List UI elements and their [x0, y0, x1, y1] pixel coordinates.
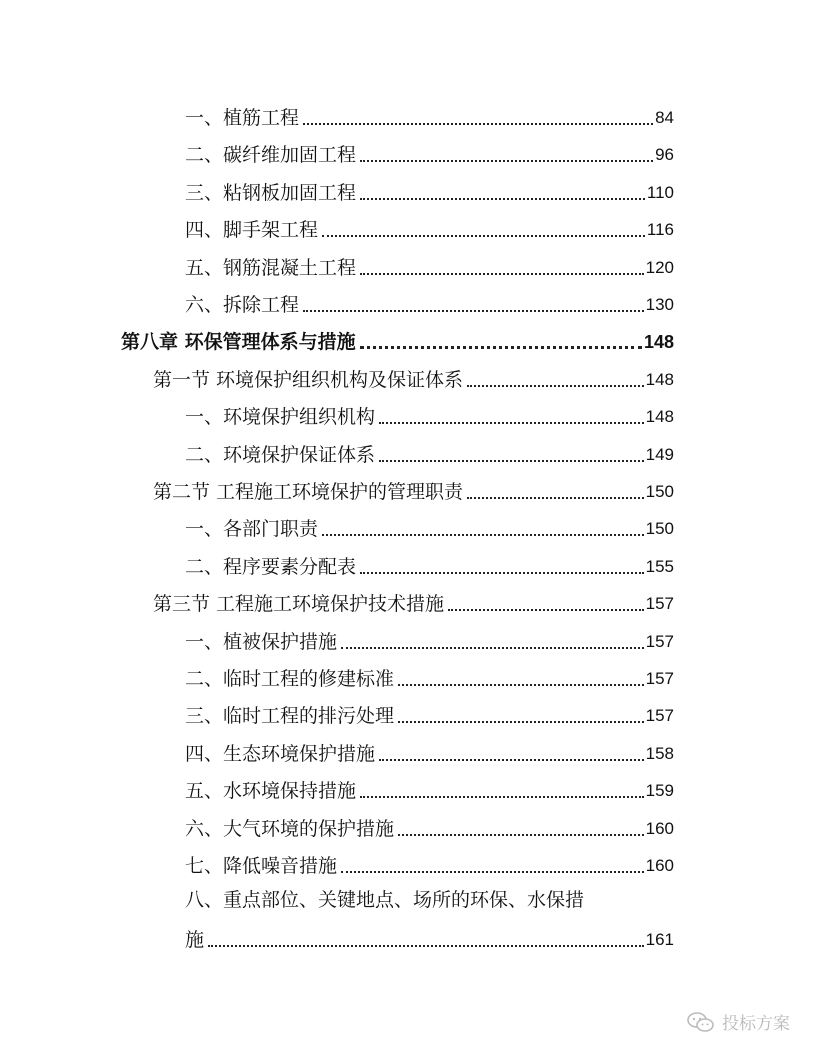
toc-entry-title: 二、环境保护保证体系 — [185, 443, 376, 466]
toc-entry[interactable] — [185, 437, 674, 467]
toc-entry[interactable] — [185, 624, 674, 654]
toc-entry-page: 116 — [646, 220, 674, 240]
toc-entry[interactable] — [185, 137, 674, 167]
toc-entry-page: 120 — [645, 257, 674, 277]
toc-entry[interactable] — [185, 773, 674, 803]
toc-entry-page: 157 — [645, 594, 674, 614]
toc-entry-title: 一、环境保护组织机构 — [185, 406, 376, 429]
toc-entry-title: 五、水环境保持措施 — [185, 780, 357, 803]
toc-entry-title: 第二节 工程施工环境保护的管理职责 — [153, 481, 464, 503]
toc-entry-title: 二、临时工程的修建标准 — [185, 668, 395, 690]
toc-leader-dots — [398, 684, 644, 686]
toc-entry-page: 157 — [645, 669, 674, 688]
toc-entry[interactable] — [185, 811, 674, 841]
toc-leader-dots — [208, 945, 644, 947]
toc-leader-dots — [322, 534, 644, 536]
toc-entry-title: 二、碳纤维加固工程 — [185, 144, 357, 167]
toc-leader-dots — [341, 647, 644, 649]
toc-entry[interactable] — [153, 586, 674, 616]
toc-entry[interactable] — [185, 100, 674, 130]
toc-entry[interactable] — [153, 362, 674, 392]
toc-entry-page: 160 — [645, 818, 674, 838]
toc-entry[interactable] — [185, 661, 674, 691]
toc-leader-dots — [448, 609, 644, 611]
toc-entry-page: 96 — [655, 145, 674, 165]
toc-entry[interactable] — [185, 212, 674, 242]
toc-entry-title: 五、钢筋混凝土工程 — [185, 256, 357, 279]
toc-entry[interactable] — [185, 549, 674, 579]
toc-entry[interactable] — [121, 324, 674, 354]
toc-entry-title: 七、降低噪音措施 — [185, 855, 338, 877]
toc-leader-dots — [341, 871, 644, 873]
toc-entry[interactable] — [153, 474, 674, 504]
toc-entry[interactable] — [185, 698, 674, 728]
toc-entry-title: 施 — [185, 929, 205, 951]
toc-entry-page: 159 — [645, 781, 674, 801]
toc-leader-dots — [303, 123, 653, 125]
toc-leader-dots — [467, 385, 644, 387]
toc-entry-page: 148 — [643, 332, 674, 353]
toc-entry[interactable] — [185, 511, 674, 541]
toc-entry-title: 六、拆除工程 — [185, 294, 300, 316]
toc-entry[interactable] — [185, 399, 674, 429]
toc-entry-page: 110 — [646, 182, 674, 202]
toc-entry-title: 三、粘钢板加固工程 — [185, 181, 357, 204]
toc-leader-dots — [360, 273, 644, 275]
watermark — [686, 1009, 790, 1034]
toc-leader-dots — [360, 346, 642, 349]
toc-entry-page: 160 — [645, 856, 674, 875]
wechat-icon — [686, 1011, 716, 1033]
toc-leader-dots — [379, 422, 644, 424]
toc-entry[interactable] — [185, 250, 674, 280]
toc-entry-page: 149 — [645, 444, 674, 464]
toc-entry-title: 四、脚手架工程 — [185, 219, 319, 242]
toc-entry-title: 二、程序要素分配表 — [185, 555, 357, 578]
toc-entry[interactable] — [185, 175, 674, 205]
toc-entry-title: 一、植筋工程 — [185, 107, 300, 129]
toc-leader-dots — [398, 721, 644, 723]
toc-entry-title: 一、各部门职责 — [185, 518, 319, 541]
toc-entry-title-line1: 八、重点部位、关键地点、场所的环保、水保措 — [185, 889, 585, 911]
toc-entry-page: 150 — [645, 482, 674, 501]
toc-leader-dots — [360, 198, 645, 200]
toc-leader-dots — [379, 759, 644, 761]
toc-entry-page: 150 — [645, 519, 674, 539]
toc-entry-page: 130 — [645, 295, 674, 314]
toc-entry-page: 157 — [645, 631, 674, 651]
toc-entry-title: 第八章 环保管理体系与措施 — [121, 331, 356, 354]
toc-entry[interactable] — [185, 736, 674, 766]
toc-entry-title: 第一节 环境保护组织机构及保证体系 — [153, 368, 464, 391]
toc-leader-dots — [303, 310, 644, 312]
toc-entry-title: 一、植被保护措施 — [185, 630, 338, 653]
toc-entry-title: 六、大气环境的保护措施 — [185, 817, 395, 840]
toc-entry[interactable] — [185, 922, 674, 952]
toc-entry-title: 第三节 工程施工环境保护技术措施 — [153, 593, 445, 616]
toc-entry[interactable] — [185, 848, 674, 878]
toc-entry-page: 158 — [645, 743, 674, 763]
toc-entry-page: 84 — [655, 108, 674, 127]
toc-leader-dots — [398, 834, 644, 836]
toc-entry-page: 155 — [645, 556, 674, 576]
toc-leader-dots — [360, 796, 644, 798]
toc-leader-dots — [322, 235, 645, 237]
toc-entry-page: 148 — [645, 407, 674, 427]
toc-leader-dots — [467, 497, 644, 499]
toc-entry-page: 161 — [645, 930, 674, 949]
toc-entry-title: 四、生态环境保护措施 — [185, 742, 376, 765]
toc-entry-page: 157 — [645, 706, 674, 726]
toc-entry-page: 148 — [645, 369, 674, 389]
watermark-text: 投标方案 — [722, 1014, 790, 1034]
toc-entry[interactable] — [185, 287, 674, 317]
toc-leader-dots — [379, 460, 644, 462]
toc-leader-dots — [360, 160, 653, 162]
toc-leader-dots — [360, 572, 644, 574]
toc-entry-title: 三、临时工程的排污处理 — [185, 705, 395, 728]
